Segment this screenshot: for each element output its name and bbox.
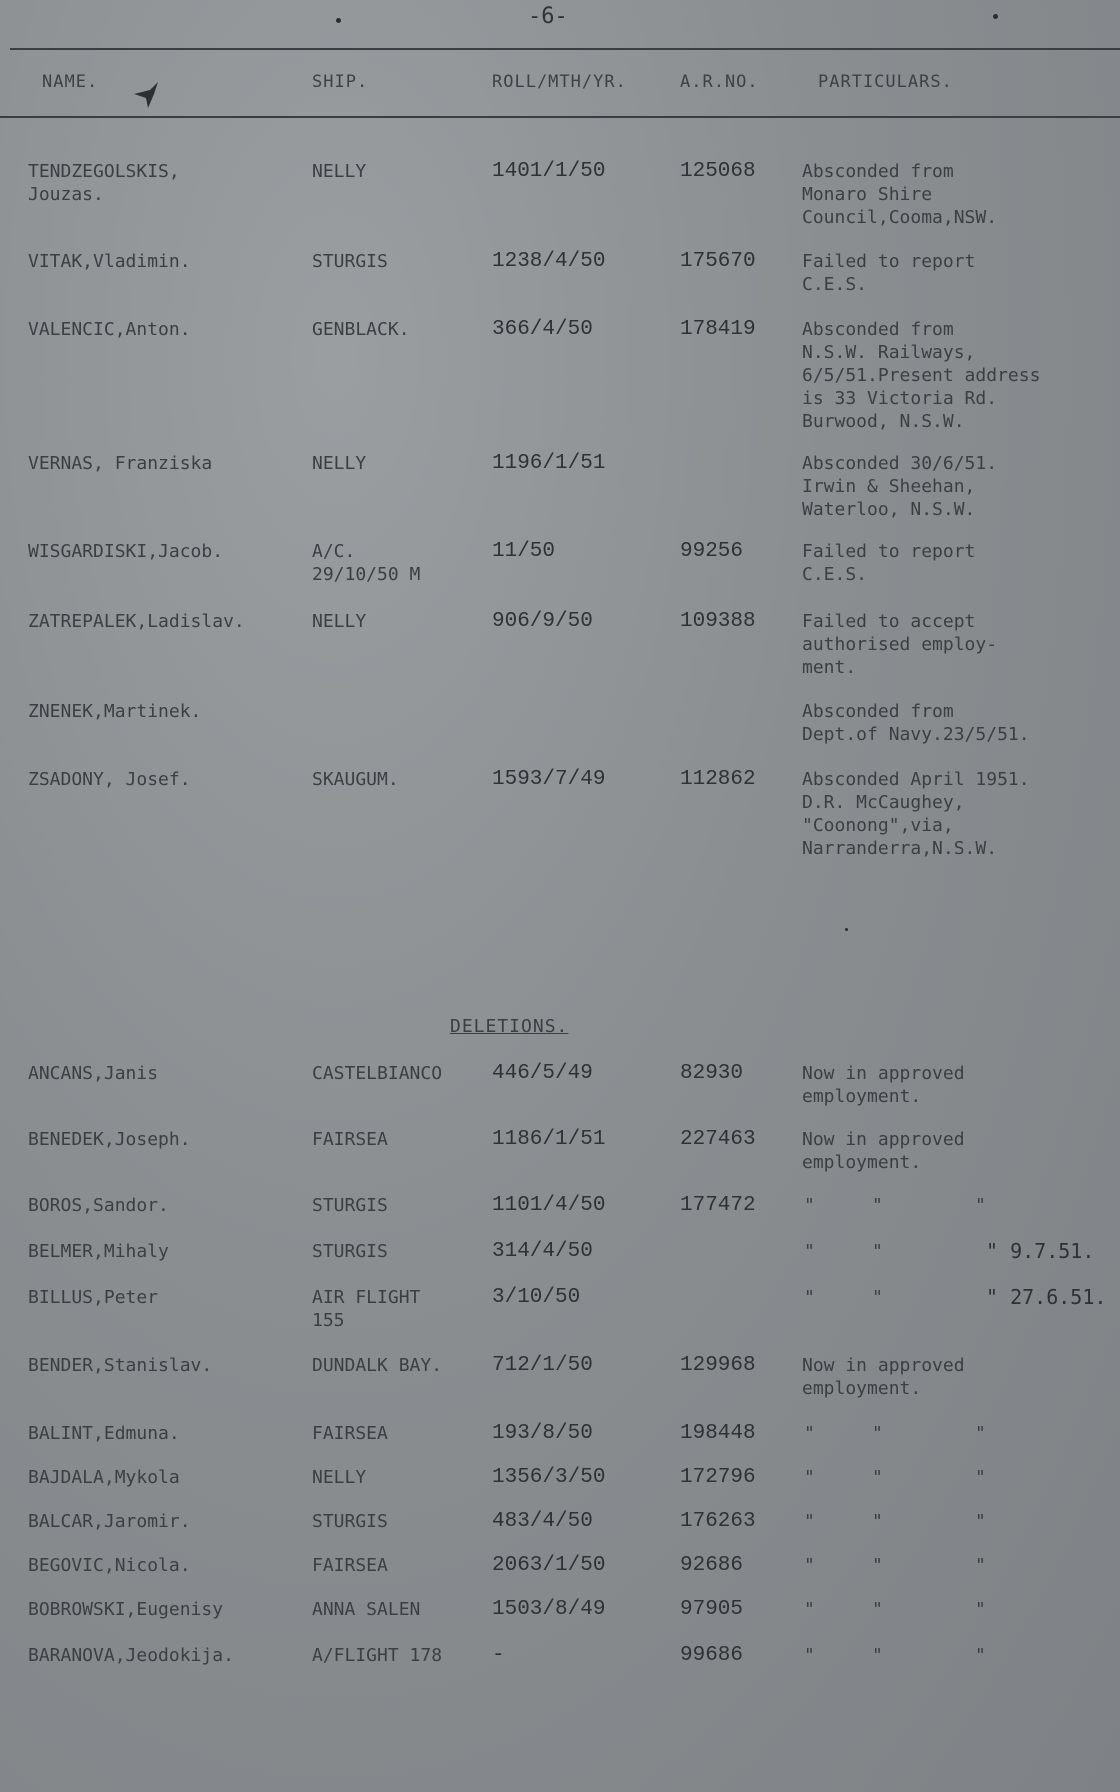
entry-ship: NELLY xyxy=(312,161,367,182)
ditto-mark: " xyxy=(804,1599,815,1620)
deletion-particulars: Now in approved employment. xyxy=(802,1355,965,1399)
entry-particulars: Absconded from N.S.W. Railways, 6/5/51.Present address is 33 Victoria Rd. Burwood, N.S.W. xyxy=(802,319,1041,432)
deletion-ship: STURGIS xyxy=(312,1195,388,1216)
deletion-roll: 1101/4/50 xyxy=(492,1194,606,1217)
entry-roll: 1401/1/50 xyxy=(492,160,606,183)
deletion-date: " 9.7.51. xyxy=(986,1239,1095,1263)
deletion-ar-no: 97905 xyxy=(680,1598,744,1621)
deletion-roll: 3/10/50 xyxy=(492,1286,581,1309)
deletion-roll: 314/4/50 xyxy=(492,1240,593,1263)
ditto-mark: " xyxy=(804,1467,815,1488)
deletion-particulars: Now in approved employment. xyxy=(802,1129,965,1173)
deletion-name: BARANOVA,Jeodokija. xyxy=(28,1645,234,1666)
ditto-mark: " xyxy=(872,1195,883,1216)
header-name: NAME. xyxy=(42,72,99,92)
entry-particulars: Failed to accept authorised employ- ment. xyxy=(802,611,998,678)
ditto-mark: " xyxy=(872,1467,883,1488)
header-ar-no: A.R.NO. xyxy=(680,72,759,92)
deletion-name: BELMER,Mihaly xyxy=(28,1241,169,1262)
entry-ar-no: 178419 xyxy=(680,318,756,341)
ink-speck xyxy=(845,928,848,931)
deletion-ar-no: 92686 xyxy=(680,1554,744,1577)
deletion-ar-no: 227463 xyxy=(680,1128,756,1151)
ditto-mark: " xyxy=(975,1195,986,1216)
header-ship: SHIP. xyxy=(312,72,369,92)
page-number: -6- xyxy=(528,4,568,29)
entry-particulars: Absconded April 1951. D.R. McCaughey, "Coonong",via, Narranderra,N.S.W. xyxy=(802,769,1030,859)
entry-ship: NELLY xyxy=(312,453,367,474)
header-roll: ROLL/MTH/YR. xyxy=(492,72,627,92)
ditto-mark: " xyxy=(804,1511,815,1532)
deletion-ship: NELLY xyxy=(312,1467,367,1488)
ditto-mark: " xyxy=(975,1423,986,1444)
ditto-mark: " xyxy=(872,1555,883,1576)
deletion-ar-no: 198448 xyxy=(680,1422,756,1445)
pencil-mark-icon xyxy=(130,80,170,110)
entry-ar-no: 99256 xyxy=(680,540,744,563)
entry-ship: A/C. 29/10/50 M xyxy=(312,541,421,585)
entry-ship: STURGIS xyxy=(312,251,388,272)
deletion-name: BALCAR,Jaromir. xyxy=(28,1511,191,1532)
entry-name: ZNENEK,Martinek. xyxy=(28,701,202,722)
ink-speck xyxy=(336,18,341,23)
entry-name: VERNAS, Franziska xyxy=(28,453,213,474)
entry-particulars: Absconded from Monaro Shire Council,Cooma,NSW. xyxy=(802,161,998,228)
entry-ar-no: 112862 xyxy=(680,768,756,791)
entry-particulars: Failed to report C.E.S. xyxy=(802,251,976,295)
entry-roll: 366/4/50 xyxy=(492,318,593,341)
deletion-name: BOROS,Sandor. xyxy=(28,1195,169,1216)
deletion-ship: CASTELBIANCO xyxy=(312,1063,443,1084)
entry-name: VALENCIC,Anton. xyxy=(28,319,191,340)
ditto-mark: " xyxy=(975,1555,986,1576)
ditto-mark: " xyxy=(872,1287,883,1308)
entry-roll: 1593/7/49 xyxy=(492,768,606,791)
deletion-name: BENDER,Stanislav. xyxy=(28,1355,213,1376)
entry-name: WISGARDISKI,Jacob. xyxy=(28,541,224,562)
ditto-mark: " xyxy=(872,1511,883,1532)
deletion-name: BILLUS,Peter xyxy=(28,1287,159,1308)
ink-speck xyxy=(993,14,998,19)
deletion-ship: FAIRSEA xyxy=(312,1555,388,1576)
deletion-roll: 1503/8/49 xyxy=(492,1598,606,1621)
ditto-mark: " xyxy=(872,1241,883,1262)
deletion-ship: AIR FLIGHT 155 xyxy=(312,1287,421,1331)
top-rule xyxy=(10,48,1120,50)
entry-ship: GENBLACK. xyxy=(312,319,410,340)
deletion-ship: DUNDALK BAY. xyxy=(312,1355,443,1376)
ditto-mark: " xyxy=(804,1241,815,1262)
entry-particulars: Failed to report C.E.S. xyxy=(802,541,976,585)
deletion-ship: STURGIS xyxy=(312,1511,388,1532)
ditto-mark: " xyxy=(975,1645,986,1666)
ditto-mark: " xyxy=(872,1599,883,1620)
ditto-mark: " xyxy=(975,1467,986,1488)
entry-name: ZSADONY, Josef. xyxy=(28,769,191,790)
deletion-name: BALINT,Edmuna. xyxy=(28,1423,180,1444)
deletion-roll: 1186/1/51 xyxy=(492,1128,606,1151)
entry-roll: 1196/1/51 xyxy=(492,452,606,475)
deletion-roll: 1356/3/50 xyxy=(492,1466,606,1489)
entry-roll: 11/50 xyxy=(492,540,556,563)
deletion-roll: 483/4/50 xyxy=(492,1510,593,1533)
entry-ar-no: 109388 xyxy=(680,610,756,633)
header-rule xyxy=(0,116,1120,118)
deletion-roll: 193/8/50 xyxy=(492,1422,593,1445)
deletion-name: BAJDALA,Mykola xyxy=(28,1467,180,1488)
deletion-roll: 712/1/50 xyxy=(492,1354,593,1377)
entry-particulars: Absconded 30/6/51. Irwin & Sheehan, Waterloo, N.S.W. xyxy=(802,453,998,520)
deletion-ship: ANNA SALEN xyxy=(312,1599,421,1620)
deletion-name: ANCANS,Janis xyxy=(28,1063,159,1084)
deletion-ar-no: 177472 xyxy=(680,1194,756,1217)
ditto-mark: " xyxy=(804,1645,815,1666)
entry-ar-no: 175670 xyxy=(680,250,756,273)
entry-name: VITAK,Vladimin. xyxy=(28,251,191,272)
ditto-mark: " xyxy=(975,1511,986,1532)
deletion-roll: 446/5/49 xyxy=(492,1062,593,1085)
ditto-mark: " xyxy=(804,1423,815,1444)
deletion-name: BEGOVIC,Nicola. xyxy=(28,1555,191,1576)
ditto-mark: " xyxy=(975,1599,986,1620)
entry-roll: 906/9/50 xyxy=(492,610,593,633)
deletion-ar-no: 176263 xyxy=(680,1510,756,1533)
deletion-name: BENEDEK,Joseph. xyxy=(28,1129,191,1150)
deletion-ar-no: 99686 xyxy=(680,1644,744,1667)
ditto-mark: " xyxy=(804,1195,815,1216)
deletion-ship: FAIRSEA xyxy=(312,1129,388,1150)
ditto-mark: " xyxy=(872,1423,883,1444)
entry-name: ZATREPALEK,Ladislav. xyxy=(28,611,245,632)
entry-roll: 1238/4/50 xyxy=(492,250,606,273)
entry-ship: NELLY xyxy=(312,611,367,632)
entry-name: TENDZEGOLSKIS, Jouzas. xyxy=(28,161,180,205)
ditto-mark: " xyxy=(804,1555,815,1576)
deletion-roll: - xyxy=(492,1644,505,1667)
ditto-mark: " xyxy=(804,1287,815,1308)
deletion-name: BOBROWSKI,Eugenisy xyxy=(28,1599,224,1620)
header-particulars: PARTICULARS. xyxy=(818,72,953,92)
entry-particulars: Absconded from Dept.of Navy.23/5/51. xyxy=(802,701,1030,745)
deletion-ar-no: 172796 xyxy=(680,1466,756,1489)
ditto-mark: " xyxy=(872,1645,883,1666)
deletion-ship: A/FLIGHT 178 xyxy=(312,1645,443,1666)
deletions-title: DELETIONS. xyxy=(450,1016,569,1037)
entry-ar-no: 125068 xyxy=(680,160,756,183)
deletion-particulars: Now in approved employment. xyxy=(802,1063,965,1107)
deletion-ship: FAIRSEA xyxy=(312,1423,388,1444)
deletion-roll: 2063/1/50 xyxy=(492,1554,606,1577)
deletion-ship: STURGIS xyxy=(312,1241,388,1262)
entry-ship: SKAUGUM. xyxy=(312,769,399,790)
deletion-ar-no: 82930 xyxy=(680,1062,744,1085)
deletion-ar-no: 129968 xyxy=(680,1354,756,1377)
deletion-date: " 27.6.51. xyxy=(986,1285,1107,1309)
